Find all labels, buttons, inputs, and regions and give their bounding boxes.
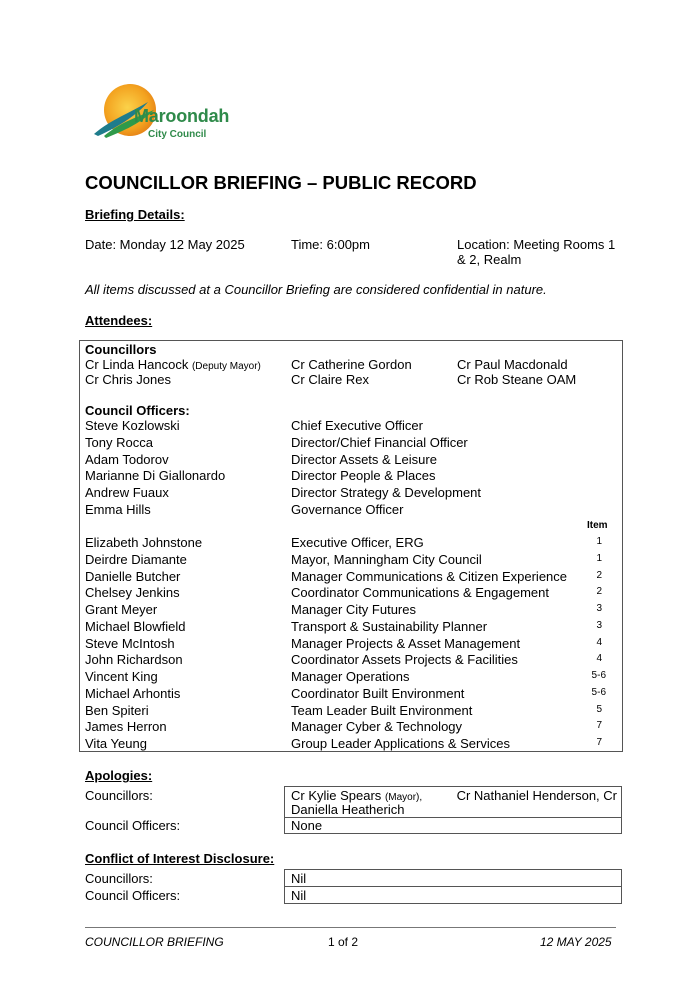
guest-name: Steve McIntosh bbox=[85, 635, 175, 651]
guest-item: 5 bbox=[596, 703, 602, 715]
guest-item: 5-6 bbox=[591, 686, 606, 698]
item-heading: Item bbox=[587, 520, 608, 531]
officers-heading: Council Officers: bbox=[85, 403, 190, 418]
apologies-officers-box bbox=[284, 817, 622, 834]
guest-item: 5-6 bbox=[591, 670, 606, 681]
officer-name: Emma Hills bbox=[85, 502, 151, 517]
briefing-heading: Briefing Details: bbox=[85, 207, 185, 222]
apologies-officers-label: Council Officers: bbox=[85, 818, 181, 833]
guest-role: Coordinator Built Environment bbox=[291, 685, 465, 701]
officer-role: Director Assets & Leisure bbox=[291, 451, 437, 467]
guest-role: Manager City Futures bbox=[291, 602, 416, 617]
officer-name: Marianne Di Giallonardo bbox=[85, 468, 226, 484]
guest-role: Coordinator Communications & Engagement bbox=[291, 585, 549, 601]
guest-role: Manager Operations bbox=[291, 669, 410, 684]
attendees-heading: Attendees: bbox=[85, 313, 153, 328]
guest-item: 2 bbox=[596, 586, 602, 598]
footer-left: COUNCILLOR BRIEFING bbox=[85, 935, 224, 949]
briefing-location-line2: & 2, Realm bbox=[457, 252, 522, 267]
apologies-councillors-line2: Daniella Heatherich bbox=[291, 802, 405, 817]
apologies-councillors-label: Councillors: bbox=[85, 788, 153, 803]
guest-name: Elizabeth Johnstone bbox=[85, 535, 203, 550]
guest-item: 2 bbox=[596, 569, 602, 581]
officer-role: Director/Chief Financial Officer bbox=[291, 434, 468, 450]
guest-item: 3 bbox=[596, 603, 602, 614]
guest-role: Team Leader Built Environment bbox=[291, 702, 473, 718]
guest-name: Vincent King bbox=[85, 669, 158, 684]
councillor-name: Cr Paul Macdonald bbox=[457, 357, 568, 372]
footer-divider bbox=[85, 927, 616, 928]
guest-item: 4 bbox=[596, 653, 602, 665]
officer-name: Tony Rocca bbox=[85, 434, 153, 450]
logo-subtitle: City Council bbox=[148, 129, 207, 140]
guest-item: 1 bbox=[596, 552, 602, 564]
guest-role: Manager Communications & Citizen Experience bbox=[291, 568, 568, 584]
guest-name: Grant Meyer bbox=[85, 602, 158, 617]
conflict-officers-value: Nil bbox=[291, 888, 307, 903]
confidential-note: All items discussed at a Councillor Briefing are considered confidential in nature. bbox=[85, 282, 547, 297]
guest-name: Ben Spiteri bbox=[85, 702, 149, 718]
guest-name: Chelsey Jenkins bbox=[85, 585, 180, 601]
officer-name: Adam Todorov bbox=[85, 451, 169, 467]
conflict-officers-label: Council Officers: bbox=[85, 888, 181, 903]
councillor-name: Cr Chris Jones bbox=[85, 372, 171, 387]
guest-role: Transport & Sustainability Planner bbox=[291, 618, 488, 634]
briefing-location-line1: Location: Meeting Rooms 1 bbox=[457, 237, 616, 252]
conflict-councillors-box bbox=[284, 869, 622, 887]
briefing-date: Date: Monday 12 May 2025 bbox=[85, 237, 245, 252]
apologies-heading: Apologies: bbox=[85, 768, 153, 783]
officer-role: Director Strategy & Development bbox=[291, 485, 482, 501]
guest-name: Danielle Butcher bbox=[85, 568, 181, 584]
guest-role: Manager Cyber & Technology bbox=[291, 719, 463, 735]
guest-role: Executive Officer, ERG bbox=[291, 535, 424, 550]
officer-name: Steve Kozlowski bbox=[85, 418, 180, 433]
councillor-name: Cr Catherine Gordon bbox=[291, 357, 412, 372]
councillors-heading: Councillors bbox=[85, 342, 157, 357]
councillor-note: (Deputy Mayor) bbox=[191, 361, 261, 372]
conflict-officers-box bbox=[284, 886, 622, 904]
officer-name: Andrew Fuaux bbox=[85, 485, 169, 501]
councillor-name: Cr Rob Steane OAM bbox=[457, 372, 577, 387]
apologies-councillors-line1: Cr Kylie Spears (Mayor), Cr Nathaniel Henderson, Cr bbox=[291, 788, 617, 803]
councillor-name: Cr Linda Hancock (Deputy Mayor) bbox=[85, 357, 261, 372]
guest-role: Mayor, Manningham City Council bbox=[291, 551, 482, 567]
guest-item: 4 bbox=[596, 636, 602, 648]
guest-name: John Richardson bbox=[85, 652, 183, 668]
guest-role: Manager Projects & Asset Management bbox=[291, 635, 521, 651]
guest-role: Coordinator Assets Projects & Facilities bbox=[291, 652, 518, 668]
apologies-officers-value: None bbox=[291, 818, 323, 833]
page-number: 1 of 2 bbox=[328, 935, 359, 949]
guest-item: 3 bbox=[596, 619, 602, 631]
guest-item: 7 bbox=[596, 720, 602, 732]
councillor-name: Cr Claire Rex bbox=[291, 372, 370, 387]
guest-name: Deirdre Diamante bbox=[85, 551, 187, 567]
briefing-time: Time: 6:00pm bbox=[291, 237, 370, 252]
guest-item: 1 bbox=[596, 536, 602, 547]
conflict-councillors-value: Nil bbox=[291, 871, 307, 886]
guest-name: James Herron bbox=[85, 719, 167, 735]
guest-name: Vita Yeung bbox=[85, 736, 147, 751]
guest-role: Group Leader Applications & Services bbox=[291, 736, 510, 751]
guest-name: Michael Arhontis bbox=[85, 685, 181, 701]
officer-role: Director People & Places bbox=[291, 468, 436, 484]
conflict-heading: Conflict of Interest Disclosure: bbox=[85, 851, 275, 866]
logo-name: Maroondah bbox=[134, 106, 230, 126]
footer-right: 12 MAY 2025 bbox=[540, 935, 612, 949]
officer-role: Chief Executive Officer bbox=[291, 418, 423, 433]
officer-role: Governance Officer bbox=[291, 502, 404, 517]
conflict-councillors-label: Councillors: bbox=[85, 871, 153, 886]
page-title: COUNCILLOR BRIEFING – PUBLIC RECORD bbox=[85, 172, 477, 193]
guest-item: 7 bbox=[596, 737, 602, 748]
guest-name: Michael Blowfield bbox=[85, 618, 186, 634]
